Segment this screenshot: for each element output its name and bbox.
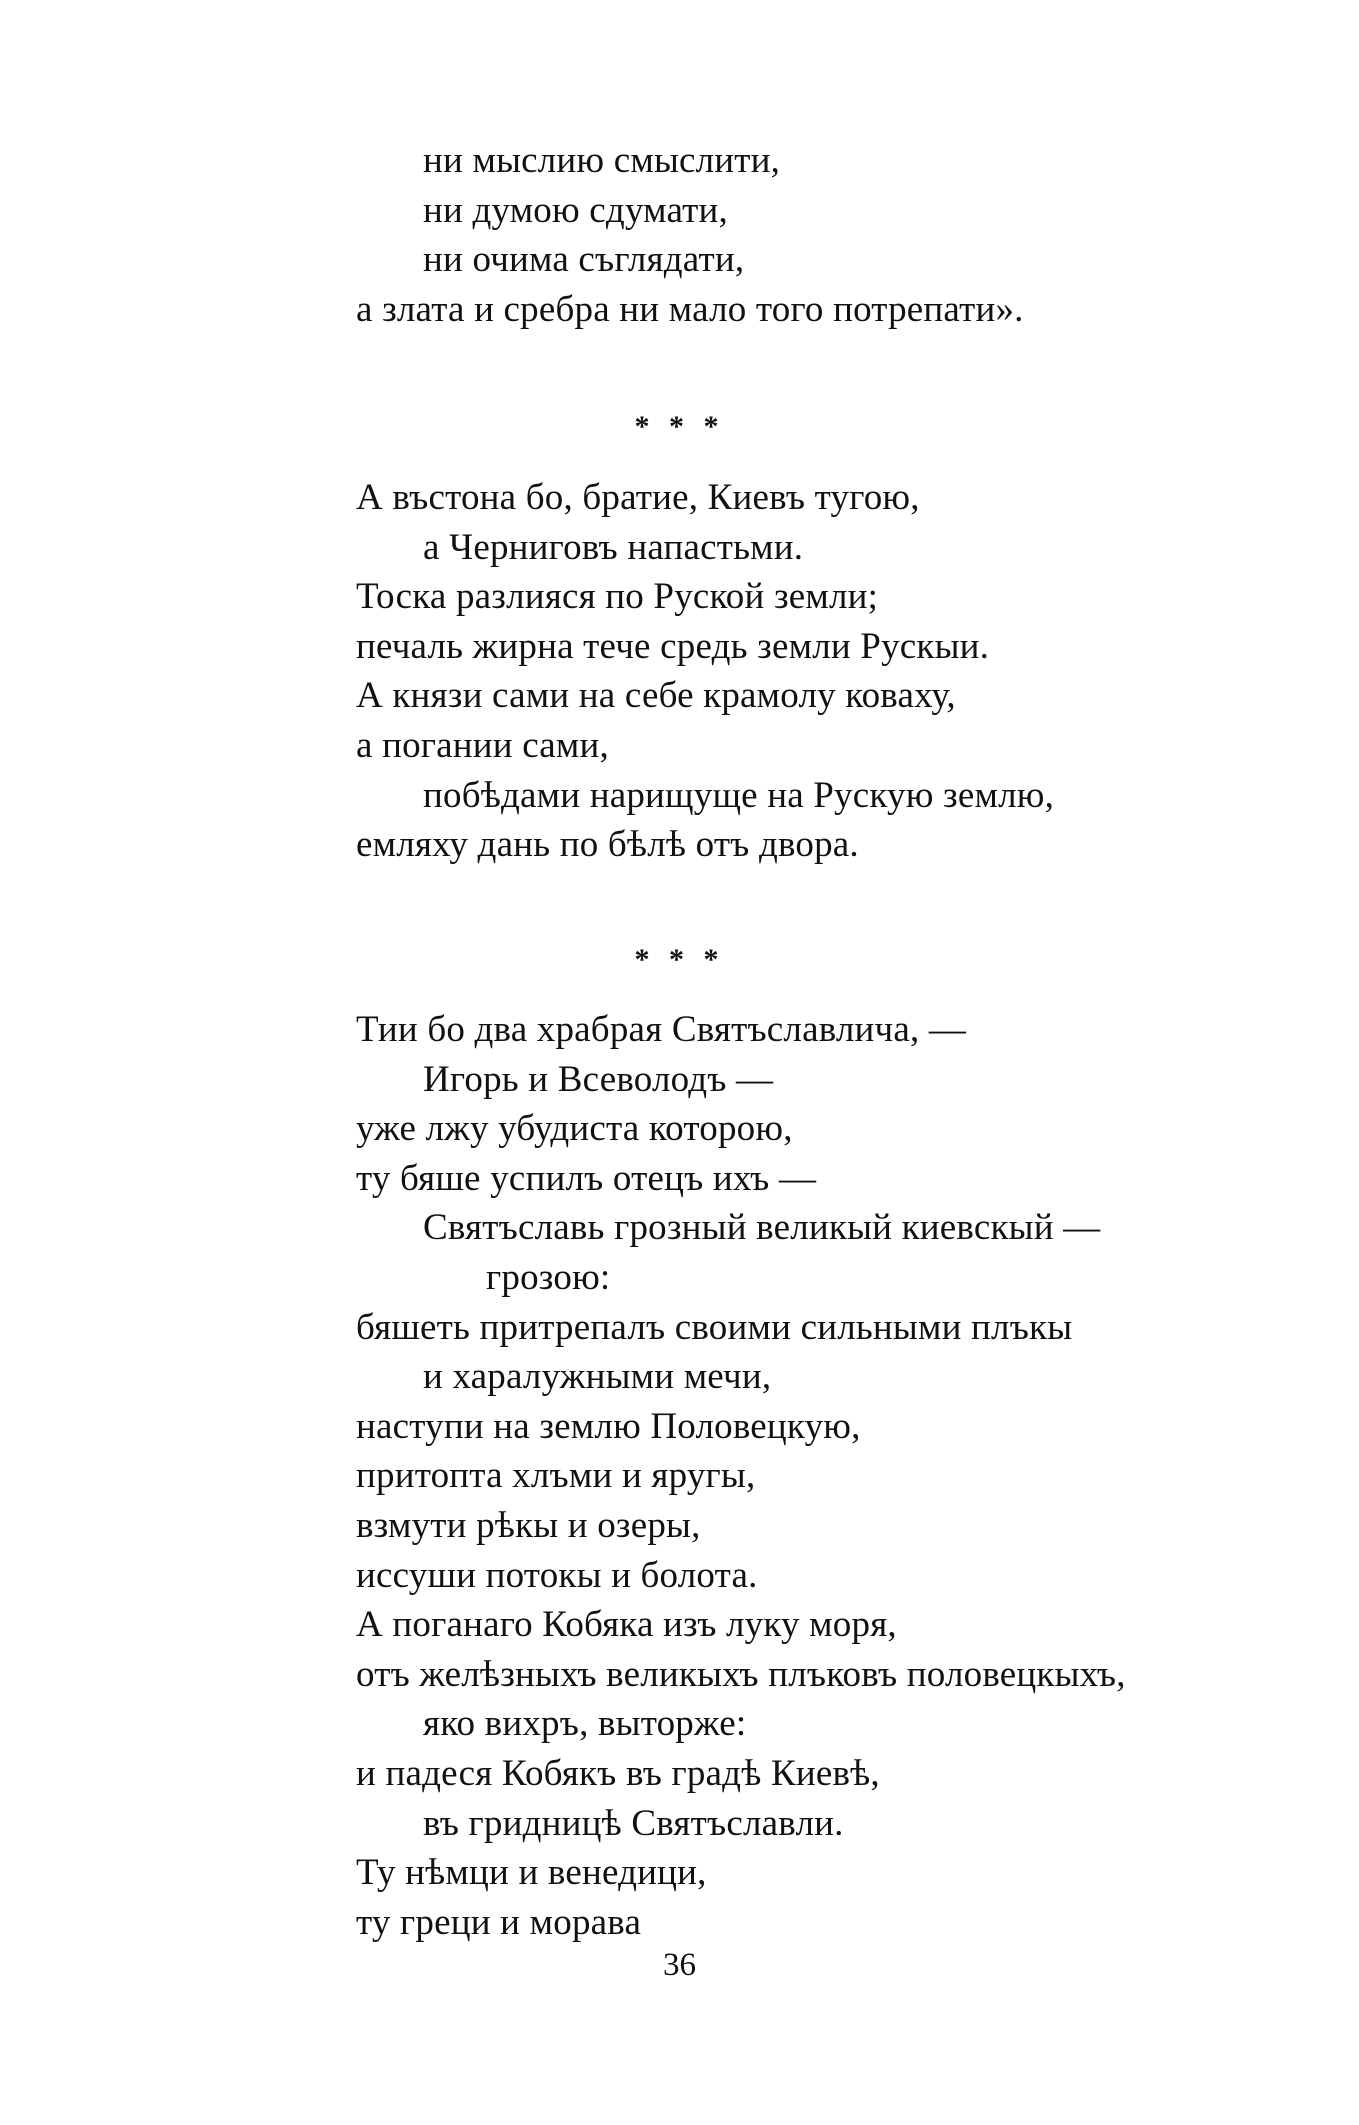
page-number: 36 — [663, 1947, 696, 1983]
verse-line: иссуши потокы и болота. — [356, 1554, 758, 1596]
verse-line: емляху дань по бѣлѣ отъ двора. — [356, 824, 859, 866]
verse-line: А въстона бо, братие, Киевъ тугою, — [356, 477, 920, 518]
verse-line: отъ желѣзныхъ великыхъ плъковъ половецкыхъ, — [356, 1653, 1126, 1695]
verse-line: ту бяше успилъ отецъ ихъ — — [356, 1157, 817, 1199]
verse-line: ту греци и морава — [356, 1901, 642, 1943]
verse-line: яко вихръ, выторже: — [423, 1703, 747, 1745]
verse-line: Святъславь грозный великый киевскый — — [423, 1207, 1101, 1249]
verse-line: ни думою сдумати, — [423, 189, 729, 231]
verse-line: А князи сами на себе крамолу коваху, — [356, 675, 956, 717]
verse-line: А поганаго Кобяка изъ луку моря, — [356, 1604, 897, 1646]
stanza-2 — [356, 473, 1316, 870]
verse-line: и харалужными мечи, — [423, 1356, 772, 1398]
verse-line: а злата и сребра ни мало того потрепати». — [356, 288, 1024, 330]
section-separator: * * * — [634, 943, 725, 976]
verse-line: Ту нѣмци и венедици, — [356, 1852, 707, 1894]
verse-line: грозою: — [486, 1256, 611, 1298]
verse-line: а погании сами, — [356, 724, 609, 766]
verse-line: печаль жирна тече средь земли Рускыи. — [356, 625, 990, 667]
verse-line: уже лжу убудиста которою, — [356, 1108, 793, 1150]
verse-line: въ гридницѣ Святъславли. — [423, 1802, 844, 1844]
verse-line: побѣдами нарищуще на Рускую землю, — [423, 774, 1055, 816]
verse-line: ни мыслию смыслити, — [423, 140, 781, 181]
verse-line: наступи на землю Половецкую, — [356, 1405, 861, 1447]
verse-line: а Черниговъ напастьми. — [423, 526, 804, 568]
verse-line: ни очима съглядати, — [423, 239, 745, 281]
verse-line: Тии бо два храбрая Святъславлича, — — [356, 1009, 967, 1050]
verse-line: взмути рѣкы и озеры, — [356, 1504, 701, 1546]
verse-line: бяшеть притрепалъ своими сильными плъкы — [356, 1306, 1073, 1348]
verse-line: притопта хлъми и яругы, — [356, 1455, 756, 1497]
verse-line: Тоска разлияся по Руской земли; — [356, 576, 879, 618]
verse-line: и падеся Кобякъ въ градѣ Киевѣ, — [356, 1752, 880, 1794]
verse-line: Игорь и Всеволодъ — — [423, 1058, 774, 1100]
stanza-1 — [356, 136, 1316, 334]
stanza-3 — [356, 1005, 1316, 1947]
section-separator: * * * — [634, 410, 725, 443]
